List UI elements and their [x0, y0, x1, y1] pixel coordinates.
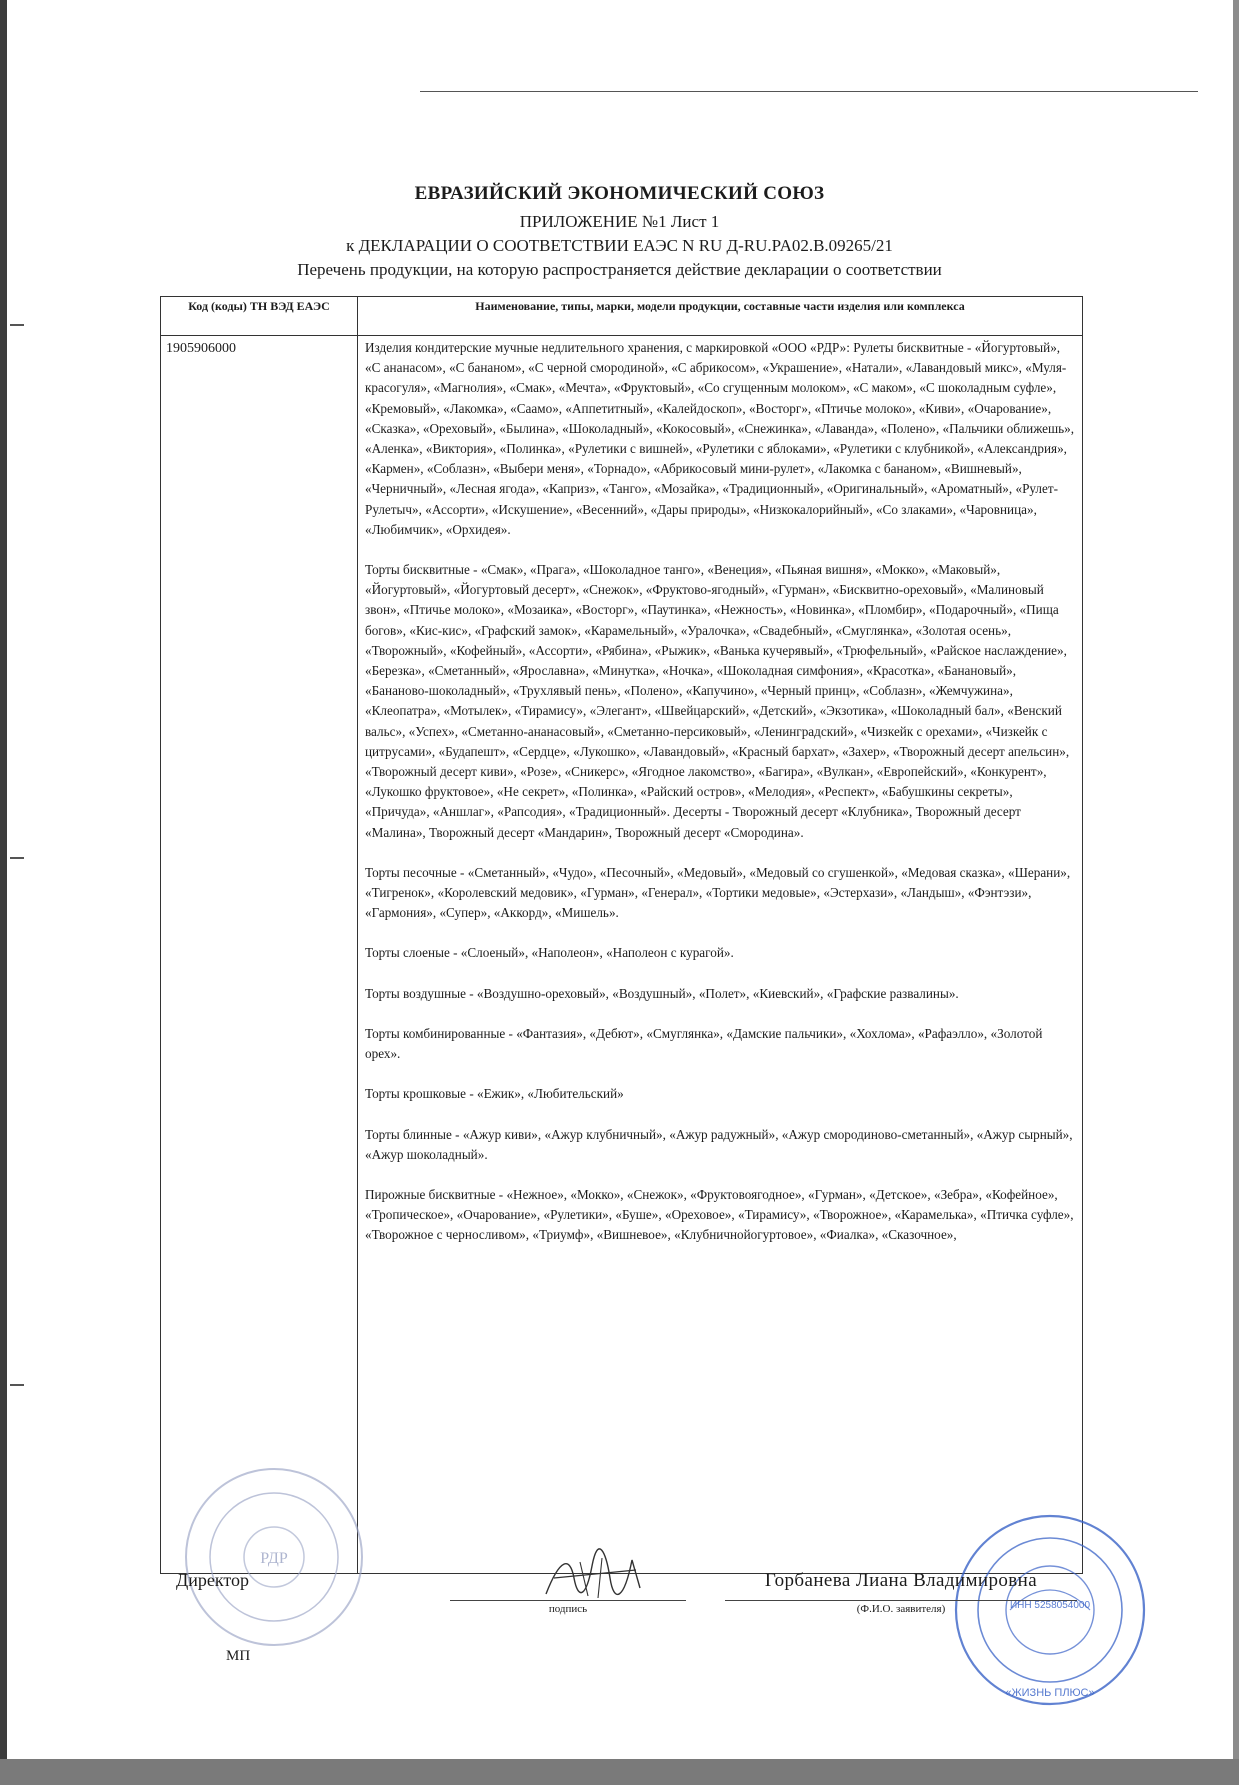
- seal-place-label: МП: [226, 1648, 251, 1664]
- name-caption: (Ф.И.О. заявителя): [856, 1603, 946, 1615]
- scan-edge-bottom: [0, 1759, 1239, 1785]
- signer-position: Директор: [176, 1570, 250, 1590]
- tn-ved-code: 1905906000: [161, 336, 358, 1574]
- handwritten-signature: [540, 1548, 650, 1602]
- stamp-org-text: «ЖИЗНЬ ПЛЮС»: [1005, 1687, 1095, 1699]
- product-paragraph: Торты крошковые - «Ежик», «Любительский»: [365, 1086, 624, 1102]
- product-paragraph: Торты слоеные - «Слоеный», «Наполеон», «Наполеон с курагой».: [365, 945, 734, 961]
- table-header-row: [161, 297, 1083, 336]
- company-seal-stamp: [182, 1465, 367, 1650]
- signature-caption: подпись: [548, 1603, 588, 1615]
- products-table: [160, 296, 1083, 1574]
- product-paragraph: Изделия кондитерские мучные недлительного хранения, с маркировкой «ООО «РДР»: Рулеты бисквитные - «Йогуртовый», «С ананасом», «С бананом», «С черной смородиной», «С абрикосом», «Украшение», «Натали», «Лавандовый микс», «Муля-красогуля», «Магнолия», «Смак», «Мечта», «Фруктовый», «Со сгущенным молоком», «С маком», «С шоколадным суфле», «Кремовый», «Лакомка», «Саамо», «Аппетитный», «Калейдоскоп», «Восторг», «Птичье молоко», «Киви», «Очарование», «Сказка», «Ореховый», «Былина», «Шоколадный», «Кокосовый», «Снежинка», «Лаванда», «Полено», «Пальчики оближешь», «Аленка», «Виктория», «Полинка», «Рулетики с вишней», «Рулетики с яблоками», «Рулетики с клубникой», «Александрия», «Кармен», «Соблазн», «Выбери меня», «Торнадо», «Абрикосовый мини-рулет», «Лакомка с бананом», «Вишневый», «Черничный», «Лесная ягода», «Каприз», «Танго», «Мозайка», «Традиционный», «Оригинальный», «Ароматный», «Рулет-Рулетыч», «Ассорти», «Искушение», «Весенний», «Дары природы», «Низкокалорийный», «Со злаками», «Чаровница», «Любимчик», «Орхидея».: [365, 340, 1075, 537]
- column-header-code: Код (коды) ТН ВЭД ЕАЭС: [161, 297, 358, 336]
- margin-tick: [10, 324, 24, 326]
- name-line: [725, 1600, 1077, 1601]
- list-description: Перечень продукции, на которую распространяется действие декларации о соответствии: [297, 260, 942, 279]
- seal-logo-text: РДР: [260, 1550, 288, 1567]
- declaration-reference: к ДЕКЛАРАЦИИ О СООТВЕТСТВИИ ЕАЭС N RU Д-RU.PA02.B.09265/21: [346, 236, 893, 255]
- margin-tick: [10, 857, 24, 859]
- signer-name: Горбанева Лиана Владимировна: [764, 1570, 1038, 1591]
- column-header-name: Наименование, типы, марки, модели продукции, составные части изделия или комплекса: [358, 297, 1083, 336]
- product-paragraph: Торты песочные - «Сметанный», «Чудо», «Песочный», «Медовый», «Медовый со сгушенкой», «Медовая сказка», «Шерани», «Тигренок», «Королевский медовик», «Гурман», «Генерал», «Тортики медовые», «Эстерхази», «Ландыш», «Фэнтэзи», «Гармония», «Супер», «Аккорд», «Мишель».: [365, 864, 1071, 921]
- appendix-label: ПРИЛОЖЕНИЕ №1 Лист 1: [519, 212, 720, 231]
- product-paragraph: Торты воздушные - «Воздушно-ореховый», «Воздушный», «Полет», «Киевский», «Графские развалины».: [365, 985, 959, 1001]
- top-rule: [420, 91, 1198, 92]
- table-row: [161, 336, 1083, 1574]
- document-title: ЕВРАЗИЙСКИЙ ЭКОНОМИЧЕСКИЙ СОЮЗ: [414, 183, 825, 204]
- signature-line: [450, 1600, 686, 1601]
- product-paragraph: Торты блинные - «Ажур киви», «Ажур клубничный», «Ажур радужный», «Ажур смородиново-сметанный», «Ажур сырный», «Ажур шоколадный».: [365, 1126, 1073, 1162]
- product-paragraph: Торты комбинированные - «Фантазия», «Дебют», «Смуглянка», «Дамские пальчики», «Хохлома», «Рафаэлло», «Золотой орех».: [365, 1025, 1043, 1062]
- product-description: [358, 336, 1083, 1574]
- stamp-inn-text: ИНН 5258054000: [1009, 1600, 1091, 1611]
- margin-tick: [10, 1384, 24, 1386]
- product-paragraph: Пирожные бисквитные - «Нежное», «Мокко», «Снежок», «Фруктовоягодное», «Гурман», «Детское», «Зебра», «Кофейное», «Тропическое», «Очарование», «Рулетики», «Буше», «Ореховое», «Тирамису», «Творожное», «Карамелька», «Птичка суфле», «Творожное с черносливом», «Триумф», «Вишневое», «Клубничнойогуртовое», «Фиалка», «Сказочное»,: [365, 1186, 1074, 1243]
- product-paragraph: Торты бисквитные - «Смак», «Прага», «Шоколадное танго», «Венеция», «Пьяная вишня», «Мокко», «Маковый», «Йогуртовый», «Йогуртовый десерт», «Снежок», «Фруктово-ягодный», «Гурман», «Бисквитно-ореховый», «Малиновый звон», «Птичье молоко», «Мозаика», «Восторг», «Паутинка», «Нежность», «Новинка», «Пломбир», «Подарочный», «Пища богов», «Кис-кис», «Графский замок», «Карамельный», «Уралочка», «Свадебный», «Смуглянка», «Золотая осень», «Творожный», «Кофейный», «Ассорти», «Рябина», «Рыжик», «Ванька кучерявый», «Трюфельный», «Райское наслаждение», «Березка», «Сметанный», «Ярославна», «Минутка», «Ночка», «Шоколадная симфония», «Красотка», «Банановый», «Бананово-шоколадный», «Трухлявый пень», «Полено», «Капучино», «Черный принц», «Соблазн», «Жемчужина», «Клеопатра», «Мотылек», «Тирамису», «Элегант», «Швейцарский», «Детский», «Экзотика», «Шоколадный бал», «Венский вальс», «Успех», «Сметанно-ананасовый», «Сметанно-персиковый», «Ленинградский», «Чизкейк с орехами», «Чизкейк с цитрусами», «Будапешт», «Сердце», «Лукошко», «Лавандовый», «Красный бархат», «Захер», «Творожный десерт апельсин», «Творожный десерт киви», «Розе», «Сникерс», «Ягодное лакомство», «Багира», «Вулкан», «Европейский», «Конкурент», «Лукошко фруктовое», «Не секрет», «Полинка», «Райский остров», «Мелодия», «Респект», «Бабушкины секреты», «Причуда», «Аншлаг», «Рапсодия», «Традиционный». Десерты - Творожный десерт «Клубника», Творожный десерт «Малина», Творожный десерт «Мандарин», Творожный десерт «Смородина».: [365, 562, 1070, 840]
